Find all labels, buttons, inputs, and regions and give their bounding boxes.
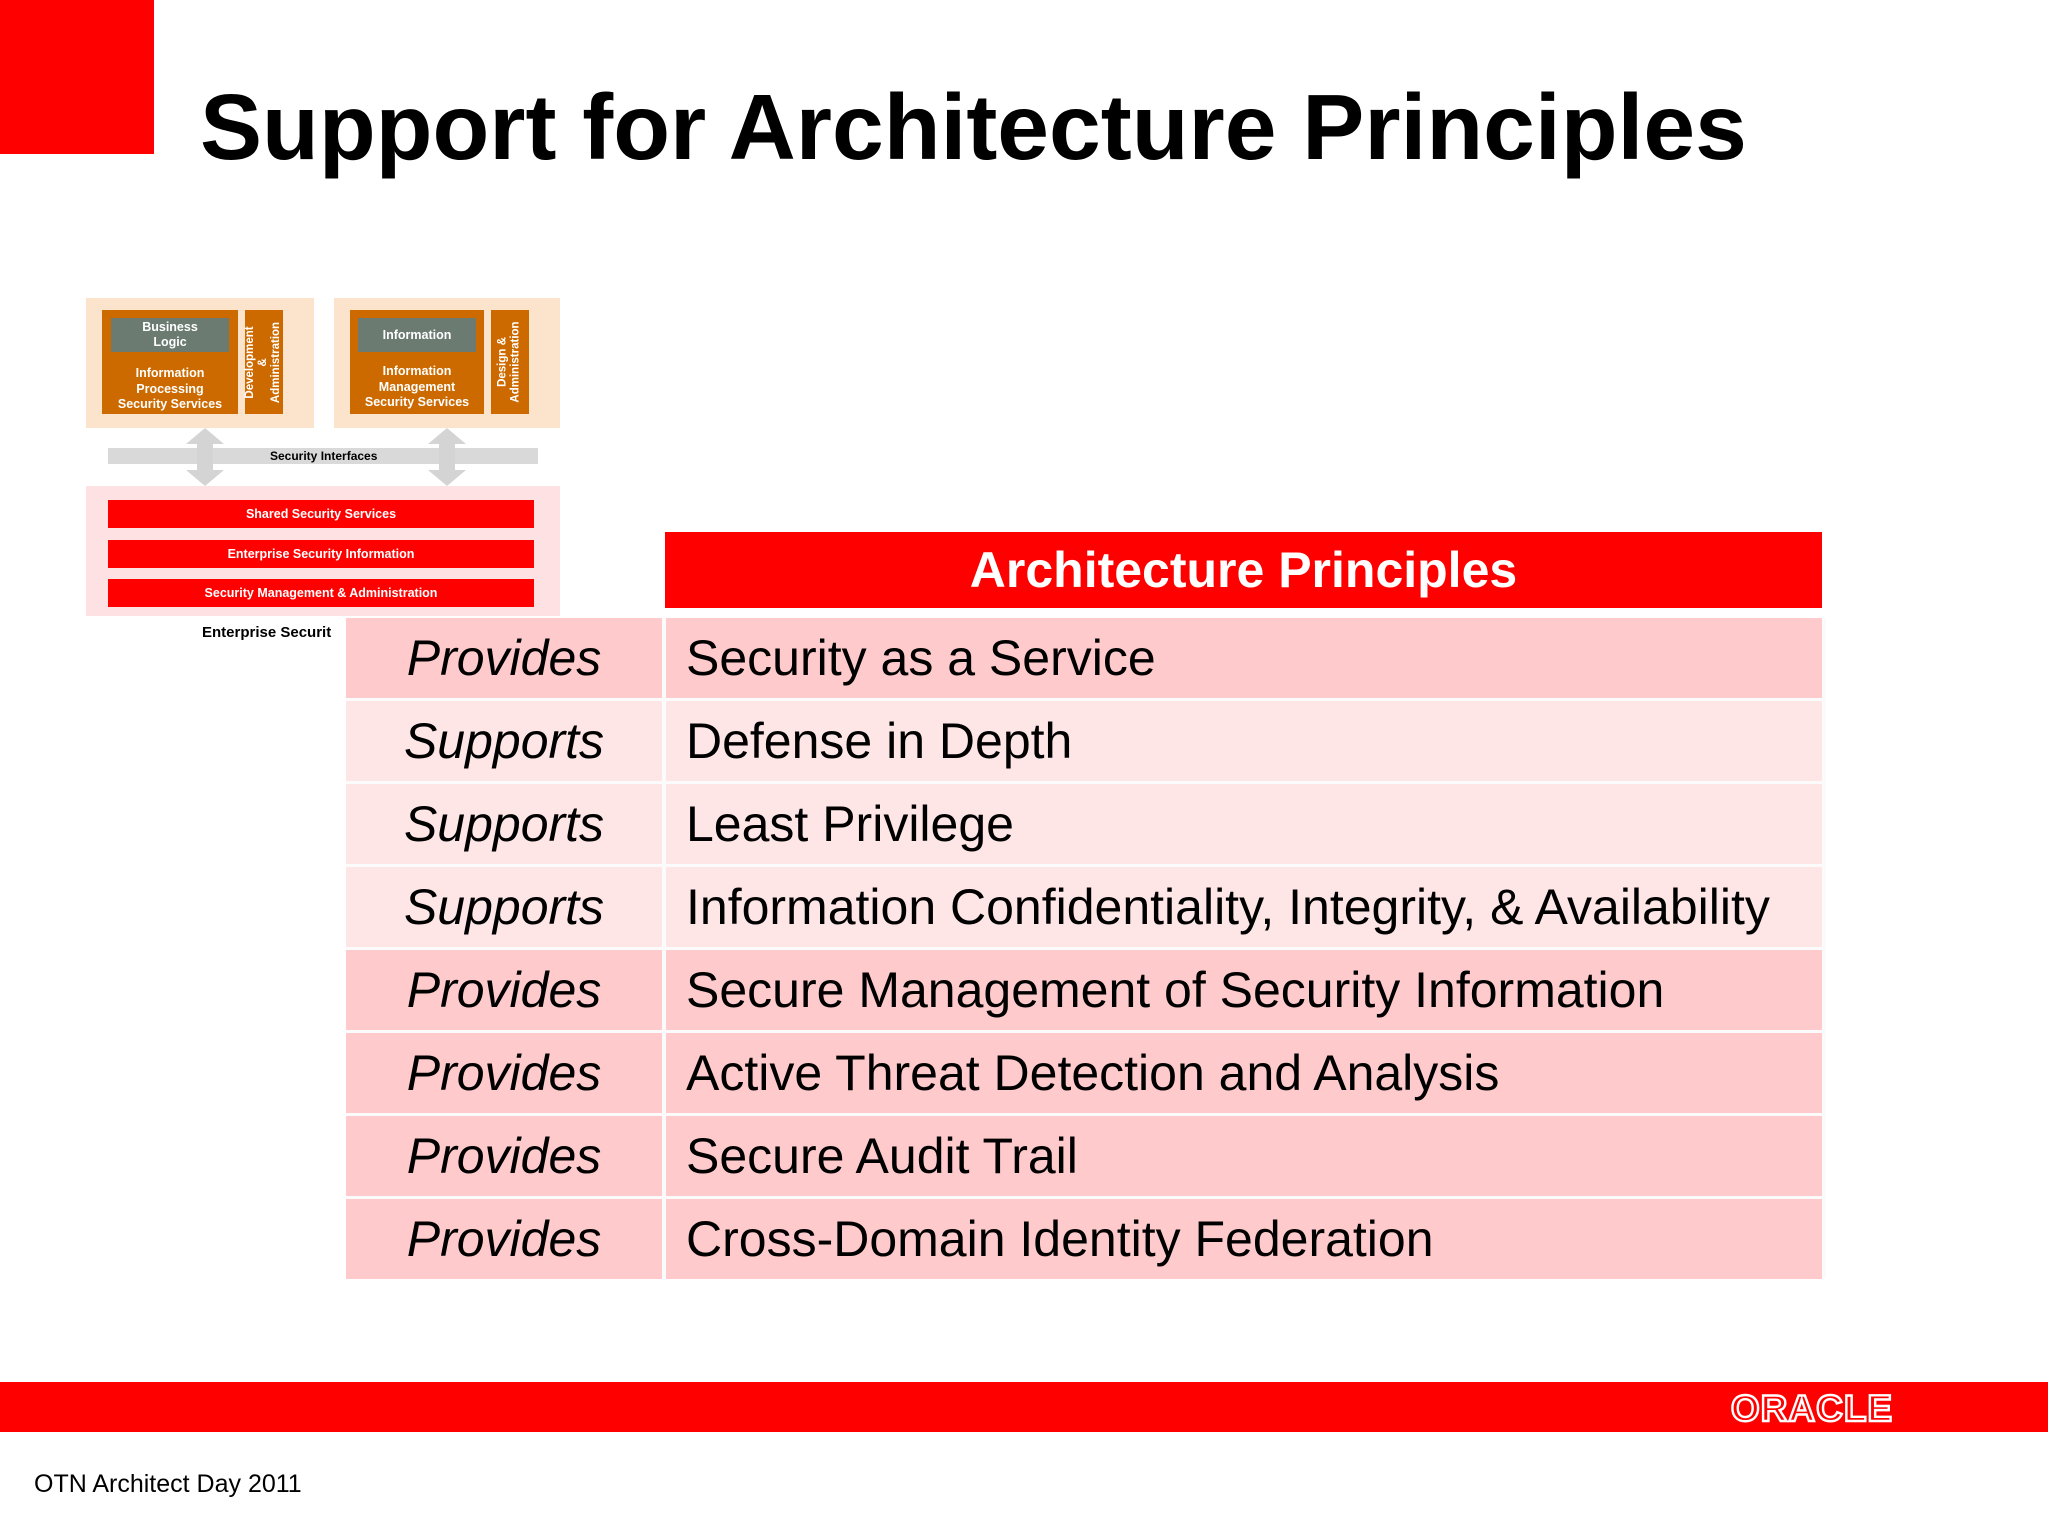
table-row: [346, 1116, 1822, 1196]
security-architecture-diagram: [86, 296, 560, 656]
table-row: [346, 950, 1822, 1030]
table-row: [346, 1033, 1822, 1113]
left-double-arrow-icon: [182, 428, 228, 486]
enterprise-security-information-bar: Enterprise Security Information: [108, 540, 534, 568]
design-administration-label: Design & Administration: [497, 321, 523, 403]
row-verb-cell: Supports: [346, 701, 662, 781]
row-verb-cell: Supports: [346, 867, 662, 947]
row-principle-cell: Secure Audit Trail: [666, 1116, 1822, 1196]
right-double-arrow-icon: [424, 428, 470, 486]
svg-text:ORACLE: ORACLE: [1730, 1390, 1894, 1426]
table-row: [346, 784, 1822, 864]
row-principle-cell: Least Privilege: [666, 784, 1822, 864]
development-administration-label: Development & Administration: [244, 321, 283, 403]
row-verb-cell: Provides: [346, 1033, 662, 1113]
table-row: [346, 1199, 1822, 1279]
row-verb-cell: Supports: [346, 784, 662, 864]
slide-title: Support for Architecture Principles: [200, 75, 1747, 179]
row-principle-cell: Security as a Service: [666, 618, 1822, 698]
shared-security-services-bar: Shared Security Services: [108, 500, 534, 528]
row-principle-cell: Information Confidentiality, Integrity, & Availability: [666, 867, 1822, 947]
corner-accent-block: [0, 0, 154, 154]
diagram-caption: Enterprise Securit: [202, 624, 332, 641]
row-principle-cell: Active Threat Detection and Analysis: [666, 1033, 1822, 1113]
row-principle-cell: Secure Management of Security Information: [666, 950, 1822, 1030]
row-principle-cell: Cross-Domain Identity Federation: [666, 1199, 1822, 1279]
event-footer-label: OTN Architect Day 2011: [34, 1470, 302, 1498]
information-cap: Information: [358, 318, 476, 352]
table-row: [346, 618, 1822, 698]
table-header: Architecture Principles: [665, 532, 1822, 608]
security-management-administration-bar: Security Management & Administration: [108, 579, 534, 607]
business-logic-cap: Business Logic: [111, 318, 229, 352]
development-administration-box: [245, 310, 283, 414]
row-verb-cell: Provides: [346, 1199, 662, 1279]
row-verb-cell: Provides: [346, 618, 662, 698]
table-row: [346, 701, 1822, 781]
row-principle-cell: Defense in Depth: [666, 701, 1822, 781]
row-verb-cell: Provides: [346, 950, 662, 1030]
row-verb-cell: Provides: [346, 1116, 662, 1196]
management-services-label: Information Management Security Services: [364, 364, 470, 409]
table-row: [346, 867, 1822, 947]
oracle-logo: [1704, 1390, 1920, 1426]
security-interfaces-label: Security Interfaces: [270, 449, 378, 463]
processing-services-label: Information Processing Security Services: [117, 366, 223, 411]
design-administration-box: [491, 310, 529, 414]
